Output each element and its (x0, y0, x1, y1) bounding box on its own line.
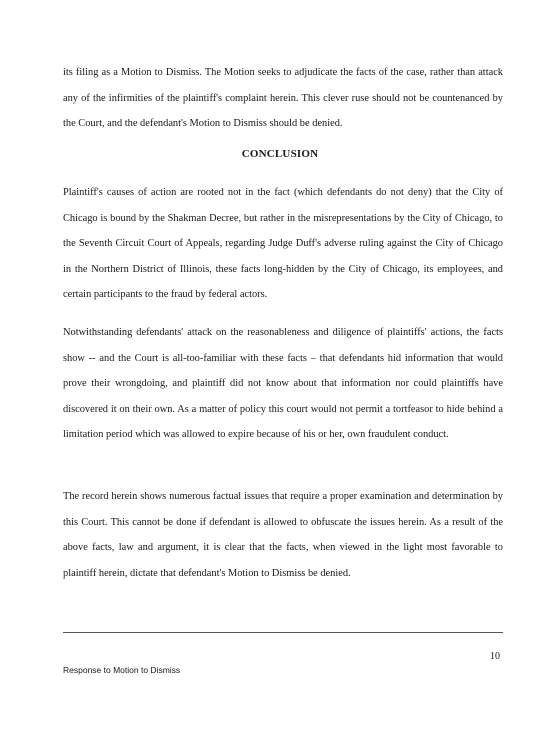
paragraph-2: Notwithstanding defendants' attack on the reasonableness and diligence of plaintiffs' actions, the facts show -- and the Court is all-too-familiar with these facts – that defendants hid information that would prove their wrongdoing, and plaintiff did not know about that information nor could plaintiffs have discovered it on their own. As a matter of policy this court would not permit a tortfeasor to hide behind a limitation period which was allowed to expire because of his or her, own fraudulent conduct. (63, 327, 503, 440)
intro-paragraph: its filing as a Motion to Dismiss. The Motion seeks to adjudicate the facts of the case, rather than attack any of the infirmities of the plaintiff's complaint herein. This clever ruse should not be countenanced by the Court, and the defendant's Motion to Dismiss should be denied. (63, 67, 503, 129)
paragraph-1: Plaintiff's causes of action are rooted not in the fact (which defendants do not deny) that the City of Chicago is bound by the Shakman Decree, but rather in the misrepresentations by the City of Chicago, to the Seventh Circuit Court of Appeals, regarding Judge Duff's adverse ruling against the City of Chicago in the Northern District of Illinois, these facts long-hidden by the City of Chicago, its employees, and certain participants to the fraud by federal actors. (63, 187, 503, 300)
footer-divider (63, 632, 503, 633)
paragraph-3: The record herein shows numerous factual issues that require a proper examination and determination by this Court. This cannot be done if defendant is allowed to obfuscate the issues herein. As a result of the above facts, law and argument, it is clear that the facts, when viewed in the light most favorable to plaintiff herein, dictate that defendant's Motion to Dismiss be denied. (63, 491, 503, 579)
footer-label: Response to Motion to Dismiss (63, 665, 181, 675)
section-heading: CONCLUSION (241, 148, 319, 160)
page-number: 10 (490, 651, 500, 662)
